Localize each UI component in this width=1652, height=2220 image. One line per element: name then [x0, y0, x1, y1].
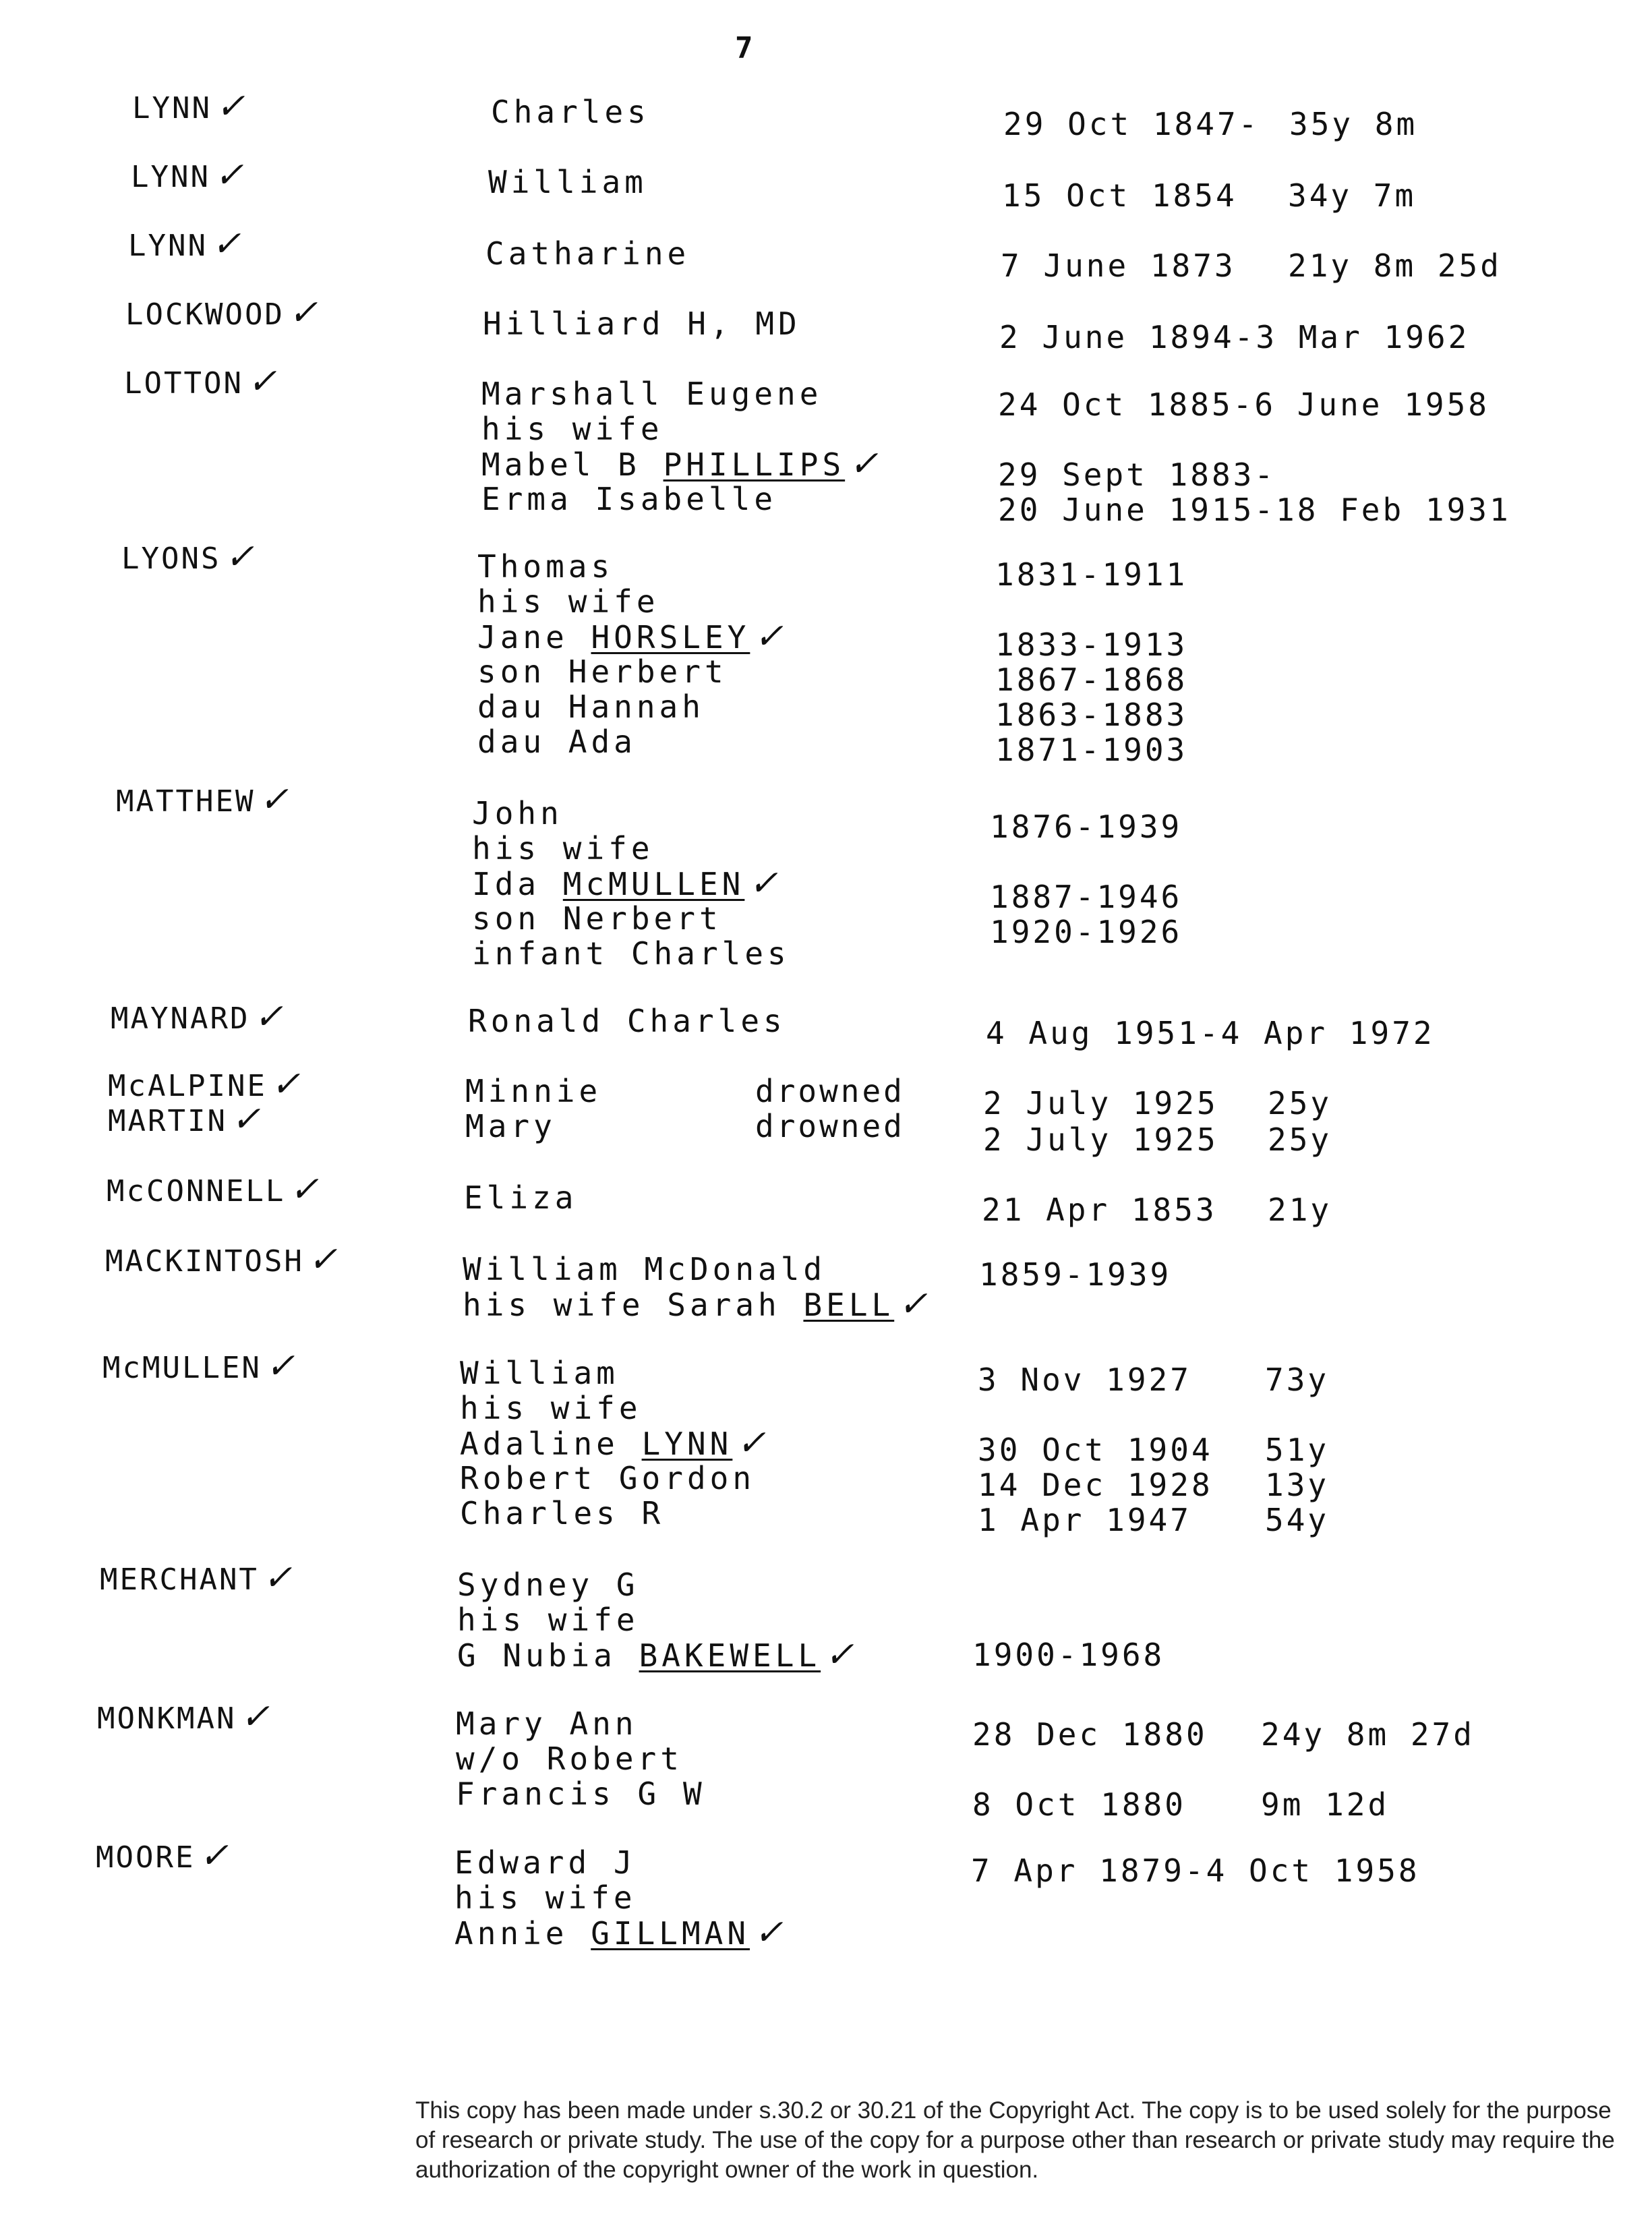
given-name-line [488, 165, 647, 200]
maiden-name: LYNN [641, 1426, 733, 1462]
date-line: 1863-1883 [995, 697, 1188, 733]
date-line: 1 Apr 1947 [978, 1502, 1191, 1538]
cause-note: drowned [755, 1073, 905, 1109]
age-line: 35y 8m [1289, 106, 1418, 142]
dates [978, 1362, 1213, 1538]
age-line: 25y [1268, 1085, 1332, 1121]
date-line: 28 Dec 1880 [972, 1716, 1208, 1753]
dates [982, 1192, 1217, 1227]
given-name-line [477, 689, 788, 724]
given-name-line [485, 236, 690, 271]
surname-text: LYNN [131, 160, 210, 194]
given-name-text: dau Ada [477, 724, 637, 760]
maiden-name: BAKEWELL [639, 1637, 821, 1674]
copyright-notice: This copy has been made under s.30.2 or 30.21 of the Copyright Act. The copy is to be used solely for the purpose of research or private study. The use of the copy for a purpose other than research or private study may require the authorization of the copyright owner of the work in question. [415, 2097, 1615, 2183]
checkmark-icon: ✓ [849, 444, 883, 484]
surname [116, 780, 291, 820]
dates [971, 1853, 1420, 1888]
given-names [460, 1355, 770, 1531]
given-name-line [472, 863, 790, 904]
dates [999, 320, 1469, 355]
given-name-line [457, 1635, 858, 1675]
given-name-line [454, 1912, 788, 1953]
checkmark-icon: ✓ [262, 1558, 295, 1598]
given-name-text: Francis G W [456, 1776, 706, 1812]
given-name-text: his wife [477, 583, 659, 620]
given-name-line [460, 1496, 770, 1531]
date-line: 29 Oct 1847- [1003, 106, 1260, 142]
given-names [491, 94, 650, 129]
ages [1268, 1122, 1332, 1157]
given-name-line [477, 549, 788, 584]
given-name-text: Charles R [460, 1495, 665, 1531]
dates [1001, 248, 1236, 283]
given-name-line [454, 1880, 788, 1915]
given-name-line [463, 1284, 932, 1324]
given-name-line [463, 1252, 932, 1287]
checkmark-icon: ✓ [231, 1099, 263, 1140]
given-name-text: William [460, 1355, 619, 1391]
date-line [972, 1567, 1164, 1602]
given-name-text: Charles [491, 94, 650, 130]
given-name-line [464, 1180, 577, 1215]
maiden-name: GILLMAN [591, 1915, 750, 1952]
given-name-text: his wife [454, 1879, 637, 1916]
date-line: 2 June 1894-3 Mar 1962 [999, 319, 1470, 355]
dates [983, 1086, 1218, 1121]
cause-note: drowned [755, 1108, 905, 1144]
given-name-text: Marshall Eugene [481, 376, 823, 412]
given-name-line [477, 724, 788, 759]
given-name-text: Mary Ann [456, 1705, 638, 1742]
given-names [454, 1844, 788, 1953]
date-line: 14 Dec 1928 [978, 1467, 1213, 1503]
given-names [481, 376, 883, 517]
date-line: 1831-1911 [995, 556, 1188, 593]
given-names [465, 1074, 601, 1109]
dates [972, 1567, 1164, 1672]
ages [1265, 1362, 1329, 1538]
given-name-line [456, 1776, 706, 1811]
given-name-text: Mabel B [481, 446, 641, 483]
given-name-text: G Nubia [457, 1637, 616, 1674]
surname-text: MATTHEW [116, 784, 256, 819]
given-name-line [477, 584, 788, 619]
age-line: 9m 12d [1261, 1786, 1390, 1823]
dates [995, 557, 1187, 767]
given-name-line [477, 654, 788, 689]
dates [1003, 107, 1260, 142]
given-name-line [468, 1003, 786, 1039]
given-name-text: Adaline [460, 1426, 619, 1462]
given-name-line [472, 831, 790, 866]
given-name-line [456, 1741, 706, 1776]
given-name-line [472, 796, 790, 831]
date-line: 24 Oct 1885-6 June 1958 [998, 386, 1489, 423]
date-line: 1876-1939 [990, 809, 1183, 845]
surname-text: LOTTON [124, 366, 243, 401]
given-name-text: w/o Robert [456, 1741, 683, 1777]
checkmark-icon: ✓ [265, 1346, 297, 1386]
checkmark-icon: ✓ [215, 86, 247, 127]
surname [132, 86, 247, 127]
checkmark-icon: ✓ [825, 1635, 858, 1675]
given-name-text: his wife [472, 830, 654, 867]
maiden-name: McMULLEN [562, 866, 745, 902]
given-name-line [483, 306, 801, 341]
given-name-text: Catharine [485, 235, 690, 272]
age-line: 13y [1265, 1467, 1330, 1503]
given-name-line [457, 1567, 858, 1602]
age-line: 21y 8m 25d [1288, 247, 1502, 284]
checkmark-icon: ✓ [270, 1064, 303, 1105]
maiden-name: PHILLIPS [663, 446, 846, 483]
date-line [990, 844, 1182, 879]
date-line: 1859-1939 [979, 1256, 1172, 1293]
surname [108, 1064, 303, 1105]
date-line [972, 1602, 1164, 1637]
checkmark-icon: ✓ [307, 1239, 340, 1280]
ages [1268, 1086, 1332, 1121]
given-name-line [460, 1461, 770, 1496]
age-line: 24y 8m 27d [1261, 1716, 1475, 1753]
surname-text: LOCKWOOD [125, 297, 285, 332]
dates [979, 1257, 1171, 1292]
surname [102, 1346, 297, 1386]
given-name-text: Mary [465, 1108, 556, 1144]
surname [105, 1239, 339, 1280]
date-line: 4 Aug 1951-4 Apr 1972 [986, 1015, 1435, 1051]
given-name-line [460, 1391, 770, 1426]
given-name-line [460, 1423, 770, 1463]
given-name-line [481, 481, 883, 517]
date-line: 1900-1968 [972, 1637, 1165, 1673]
date-line: 1833-1913 [995, 626, 1188, 663]
age-line: 25y [1268, 1121, 1332, 1158]
given-names [457, 1567, 858, 1675]
given-name-line [465, 1109, 556, 1144]
surname [97, 1697, 272, 1737]
given-names [472, 796, 790, 971]
given-names [464, 1180, 577, 1215]
age-line: 73y [1265, 1362, 1330, 1398]
surname-text: McMULLEN [102, 1351, 262, 1385]
given-names [468, 1003, 786, 1039]
dates [998, 387, 1511, 527]
given-name-line [472, 901, 790, 936]
surname [107, 1169, 321, 1210]
checkmark-icon: ✓ [225, 537, 257, 577]
surname [100, 1558, 295, 1598]
given-name-text: Robert Gordon [460, 1460, 756, 1496]
date-line: 29 Sept 1883- [998, 457, 1276, 493]
surname-text: MACKINTOSH [105, 1244, 304, 1279]
checkmark-icon: ✓ [289, 1169, 321, 1210]
given-name-text: Erma Isabelle [481, 481, 777, 517]
given-name-text: Sydney G [457, 1567, 639, 1603]
page-number: 7 [735, 31, 753, 65]
given-name-text: son Nerbert [472, 900, 722, 937]
given-name-text: William McDonald [463, 1251, 827, 1287]
date-line [978, 1397, 1213, 1432]
maiden-name: BELL [803, 1287, 895, 1323]
date-line: 1920-1926 [990, 914, 1183, 950]
checkmark-icon: ✓ [748, 863, 782, 904]
given-name-line [465, 1074, 601, 1109]
age-line [1261, 1752, 1475, 1787]
surname-text: MONKMAN [97, 1701, 237, 1736]
age-line [1265, 1397, 1329, 1432]
age-line: 54y [1265, 1502, 1330, 1538]
dates [990, 809, 1182, 950]
given-name-line [456, 1706, 706, 1741]
surname-text: LYONS [121, 542, 221, 576]
surname [125, 293, 320, 333]
surname-text: MOORE [96, 1840, 196, 1875]
dates [983, 1122, 1218, 1157]
surname-text: MAYNARD [111, 1001, 250, 1036]
checkmark-icon: ✓ [211, 224, 243, 264]
date-line: 21 Apr 1853 [982, 1192, 1217, 1228]
given-name-text: Jane [477, 619, 568, 655]
given-name-line [457, 1602, 858, 1637]
given-name-text: his wife [460, 1390, 642, 1426]
surname-text: MERCHANT [100, 1562, 259, 1597]
ages [1288, 178, 1416, 213]
date-line: 30 Oct 1904 [978, 1432, 1213, 1468]
ages [1268, 1192, 1332, 1227]
given-name-line [481, 376, 883, 411]
checkmark-icon: ✓ [288, 293, 320, 333]
checkmark-icon: ✓ [254, 997, 286, 1037]
given-name-text: Eliza [464, 1179, 578, 1216]
date-line: 7 June 1873 [1001, 247, 1236, 284]
checkmark-icon: ✓ [898, 1284, 932, 1324]
given-name-text: his wife Sarah [463, 1287, 781, 1323]
date-line [995, 592, 1187, 627]
date-line: 3 Nov 1927 [978, 1362, 1191, 1398]
ages [1261, 1717, 1475, 1822]
date-line [972, 1752, 1208, 1787]
surname [131, 155, 246, 196]
given-name-line [491, 94, 650, 129]
checkmark-icon: ✓ [240, 1697, 272, 1737]
checkmark-icon: ✓ [259, 780, 291, 820]
given-name-text: William [488, 164, 647, 200]
given-name-line [460, 1355, 770, 1391]
given-name-text: Thomas [477, 548, 614, 585]
maiden-name: HORSLEY [591, 619, 750, 655]
given-name-text: Annie [454, 1915, 568, 1952]
checkmark-icon: ✓ [247, 361, 279, 402]
given-name-text: dau Hannah [477, 689, 705, 725]
date-line: 1871-1903 [995, 732, 1188, 768]
given-names [477, 549, 788, 759]
given-name-text: his wife [457, 1602, 639, 1638]
checkmark-icon: ✓ [214, 155, 246, 196]
date-line: 7 Apr 1879-4 Oct 1958 [971, 1852, 1420, 1889]
given-names [463, 1252, 932, 1322]
given-name-text: Edward J [454, 1844, 637, 1881]
given-names [488, 165, 647, 200]
age-line: 51y [1265, 1432, 1330, 1468]
dates [986, 1016, 1435, 1051]
surname-text: LYNN [132, 91, 212, 125]
date-line: 8 Oct 1880 [972, 1786, 1186, 1823]
date-line [998, 422, 1511, 457]
surname [128, 224, 243, 264]
ages [1289, 107, 1417, 142]
given-names [465, 1109, 556, 1144]
date-line: 20 June 1915-18 Feb 1931 [998, 492, 1511, 528]
given-names [485, 236, 690, 271]
surname-text: McCONNELL [107, 1174, 286, 1208]
surname [96, 1836, 231, 1876]
ages [1288, 248, 1502, 283]
given-name-text: son Herbert [477, 653, 728, 690]
given-name-text: infant Charles [472, 935, 790, 972]
given-name-line [477, 616, 788, 657]
given-name-text: John [472, 795, 563, 831]
given-names [483, 306, 801, 341]
date-line: 2 July 1925 [983, 1085, 1218, 1121]
checkmark-icon: ✓ [754, 1912, 788, 1953]
surname-text: McALPINE [108, 1069, 267, 1103]
checkmark-icon: ✓ [754, 616, 788, 657]
given-name-text: Hilliard H, MD [483, 305, 801, 342]
given-name-text: Ida [472, 866, 541, 902]
dates [972, 1717, 1208, 1822]
dates [1002, 178, 1237, 213]
surname [108, 1099, 263, 1140]
given-name-line [481, 411, 883, 446]
age-line: 21y [1268, 1192, 1332, 1228]
date-line: 15 Oct 1854 [1002, 177, 1237, 214]
date-line: 1867-1868 [995, 662, 1188, 698]
surname [111, 997, 285, 1037]
date-line: 2 July 1925 [983, 1121, 1218, 1158]
date-line: 1887-1946 [990, 879, 1183, 915]
surname-text: MARTIN [108, 1104, 227, 1138]
surname [124, 361, 279, 402]
given-name-line [454, 1845, 788, 1880]
given-name-text: Ronald Charles [468, 1003, 786, 1039]
given-name-line [481, 444, 883, 484]
age-line: 34y 7m [1288, 177, 1417, 214]
checkmark-icon: ✓ [736, 1423, 770, 1463]
surname [121, 537, 256, 577]
given-name-line [472, 936, 790, 971]
given-name-text: Minnie [465, 1073, 602, 1109]
checkmark-icon: ✓ [199, 1836, 231, 1876]
given-names [456, 1706, 706, 1811]
surname-text: LYNN [128, 229, 208, 263]
given-name-text: his wife [481, 411, 663, 447]
